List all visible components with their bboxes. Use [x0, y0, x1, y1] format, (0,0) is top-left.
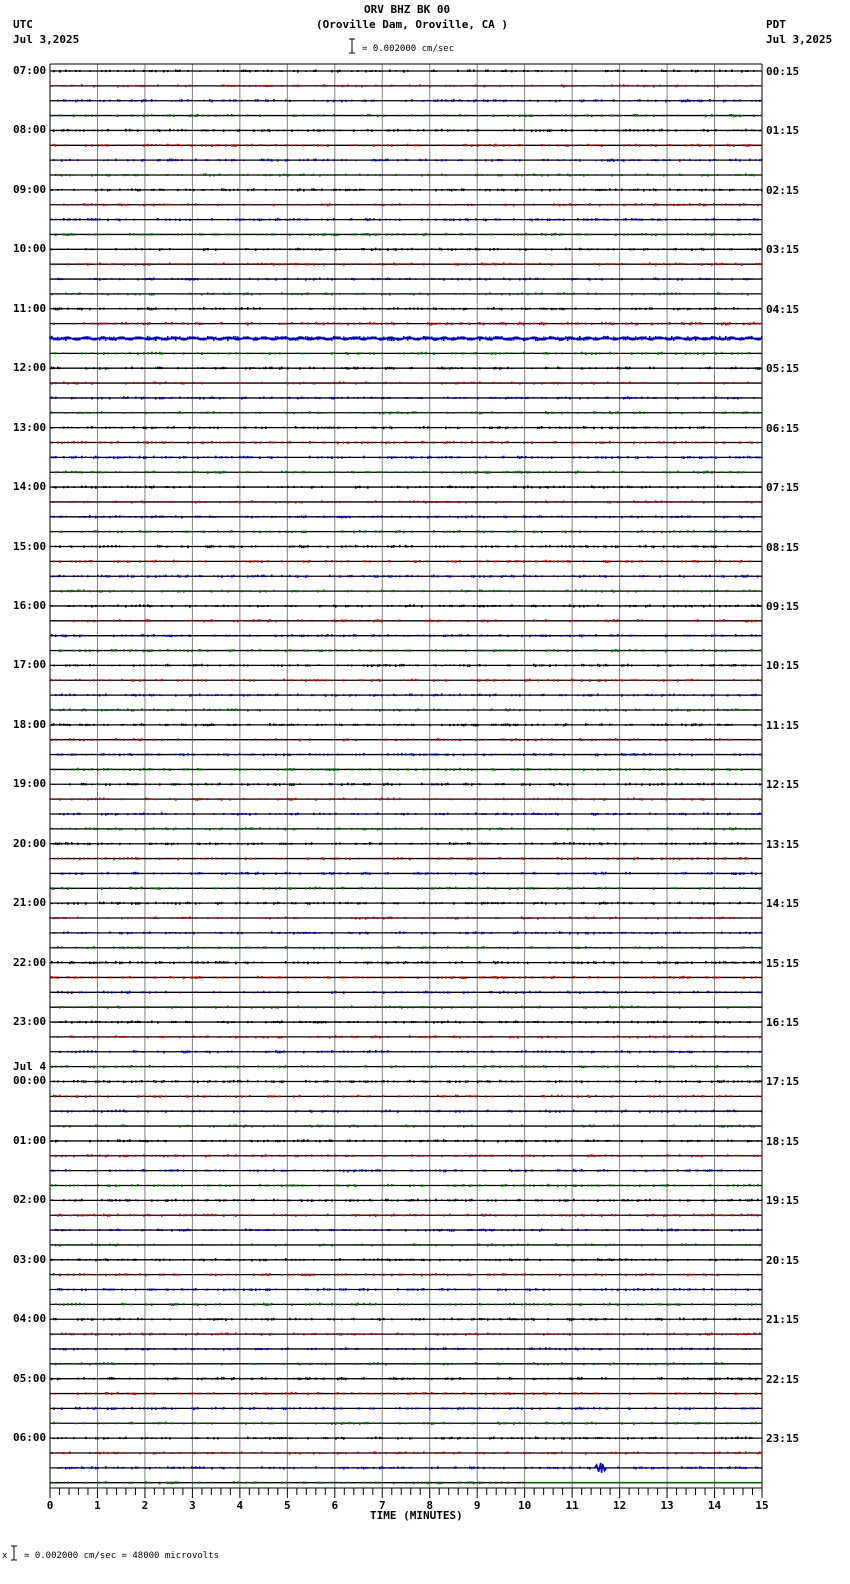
pdt-hour-label: 18:15	[766, 1134, 800, 1148]
x-tick-label: 1	[94, 1499, 101, 1512]
footer-scale-label: = 0.002000 cm/sec = 48000 microvolts	[24, 1551, 220, 1561]
x-tick-label: 14	[707, 1499, 722, 1512]
utc-hour-label: 10:00	[13, 242, 47, 256]
left-date: Jul 3,2025	[13, 33, 80, 46]
x-tick-label: 11	[565, 1499, 579, 1512]
station-location: (Oroville Dam, Oroville, CA )	[316, 18, 509, 31]
utc-hour-label: 20:00	[13, 836, 47, 850]
pdt-hour-label: 15:15	[766, 956, 800, 970]
utc-hour-label: 21:00	[13, 896, 47, 910]
pdt-hour-label: 21:15	[766, 1313, 800, 1327]
pdt-hour-label: 22:15	[766, 1372, 800, 1386]
x-tick-label: 3	[189, 1499, 196, 1512]
utc-hour-label: 06:00	[13, 1431, 47, 1445]
pdt-hour-label: 05:15	[766, 362, 800, 376]
x-tick-label: 2	[141, 1499, 149, 1512]
x-tick-label: 0	[46, 1499, 54, 1512]
x-tick-label: 12	[612, 1499, 627, 1512]
right-timezone: PDT	[766, 18, 786, 31]
utc-hour-label: 08:00	[13, 123, 47, 137]
pdt-hour-label: 09:15	[766, 599, 800, 613]
pdt-hour-label: 03:15	[766, 243, 800, 257]
pdt-hour-label: 19:15	[766, 1194, 800, 1208]
pdt-hour-label: 01:15	[766, 124, 800, 138]
pdt-hour-label: 10:15	[766, 659, 800, 673]
utc-hour-label: 16:00	[13, 598, 47, 612]
utc-hour-label: 07:00	[13, 64, 47, 77]
utc-hour-label: 11:00	[13, 301, 47, 315]
utc-hour-label: 04:00	[13, 1312, 47, 1326]
scale-label: = 0.002000 cm/sec	[362, 44, 455, 54]
pdt-hour-label: 23:15	[766, 1432, 800, 1446]
x-tick-label: 10	[518, 1499, 532, 1512]
x-tick-label: 4	[236, 1499, 244, 1512]
footer-scale-marker: x	[2, 1551, 8, 1561]
utc-date-label: Jul 4	[13, 1060, 47, 1074]
utc-hour-label: 01:00	[13, 1133, 47, 1147]
pdt-hour-label: 04:15	[766, 302, 800, 316]
utc-hour-label: 18:00	[13, 717, 47, 731]
utc-hour-label: 13:00	[13, 420, 47, 434]
x-tick-label: 7	[378, 1499, 386, 1512]
pdt-hour-label: 14:15	[766, 897, 800, 911]
footer-scale-bar-icon	[11, 1545, 17, 1561]
pdt-hour-label: 12:15	[766, 778, 800, 792]
utc-hour-label: 12:00	[13, 361, 47, 375]
x-tick-label: 6	[331, 1499, 339, 1512]
pdt-hour-label: 20:15	[766, 1253, 800, 1267]
left-timezone: UTC	[13, 18, 33, 31]
station-title: ORV BHZ BK 00	[364, 3, 451, 16]
pdt-hour-label: 11:15	[766, 718, 800, 732]
utc-hour-label: 22:00	[13, 955, 47, 969]
utc-hour-label: 05:00	[13, 1371, 47, 1385]
right-date: Jul 3,2025	[766, 33, 833, 46]
x-tick-label: 8	[426, 1499, 434, 1512]
utc-hour-label: 17:00	[13, 658, 47, 672]
utc-hour-label: 02:00	[13, 1193, 47, 1207]
pdt-hour-label: 06:15	[766, 421, 800, 435]
pdt-hour-label: 08:15	[766, 540, 800, 554]
pdt-hour-label: 00:15	[766, 65, 800, 78]
utc-hour-label: 23:00	[13, 1015, 47, 1029]
pdt-hour-label: 13:15	[766, 837, 800, 851]
pdt-hour-label: 16:15	[766, 1016, 800, 1030]
utc-hour-label: 19:00	[13, 777, 47, 791]
pdt-hour-label: 07:15	[766, 481, 800, 495]
utc-hour-label: 09:00	[13, 182, 47, 196]
utc-hour-label: 00:00	[13, 1074, 47, 1088]
pdt-hour-label: 17:15	[766, 1075, 800, 1089]
x-axis-title: TIME (MINUTES)	[370, 1509, 463, 1522]
utc-hour-label: 03:00	[13, 1252, 47, 1266]
x-tick-label: 15	[755, 1499, 769, 1512]
utc-hour-label: 15:00	[13, 539, 47, 553]
pdt-hour-label: 02:15	[766, 183, 800, 197]
x-tick-label: 5	[284, 1499, 291, 1512]
x-tick-label: 13	[660, 1499, 674, 1512]
x-tick-label: 9	[473, 1499, 481, 1512]
utc-hour-label: 14:00	[13, 480, 47, 494]
